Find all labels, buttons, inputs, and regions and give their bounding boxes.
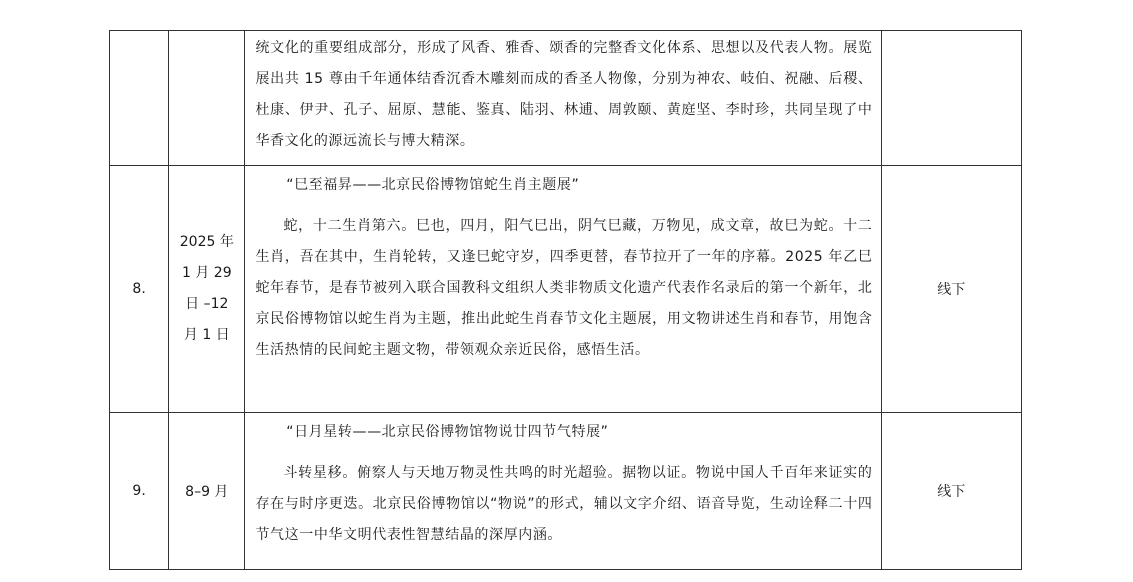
exhibition-title: “日月星转——北京民俗博物馆物说廿四节气特展”: [286, 424, 609, 440]
exhibition-description: 斗转星移。俯察人与天地万物灵性共鸣的时光超验。据物以证。物说中国人千百年来证实的存在与时序更迭。北京民俗博物馆以“物说”的形式，辅以文字介绍、语音导览，生动诠释二十四节气这一中华文明代表性智慧结晶的深厚内涵。: [255, 465, 873, 543]
row-number-cell: [110, 166, 169, 413]
row-date: 8–9 月: [185, 484, 229, 500]
row-number: 9.: [132, 483, 146, 499]
row-date-cell: [169, 413, 245, 570]
table-row: [110, 166, 1022, 413]
row-mode-cell: [881, 31, 1021, 166]
row-mode-cell: [881, 413, 1021, 570]
row-content-cell: [245, 31, 881, 166]
row-content-cell: [245, 166, 881, 413]
exhibition-description: 蛇，十二生肖第六。巳也，四月，阳气巳出，阴气巳藏，万物见，成文章，故巳为蛇。十二生肖，吾在其中，生肖轮转，又逢巳蛇守岁，四季更替，春节拉开了一年的序幕。2025 年乙巳蛇年春节，是春节被列入联合国教科文组织人类非物质文化遗产代表作名录后的第一个新年，北京民俗博物馆以蛇生肖为主题，推出此蛇生肖春节文化主题展，用文物讲述生肖和春节，用饱含生活热情的民间蛇主题文物，带领观众亲近民俗，感悟生活。: [255, 218, 873, 358]
row-mode: 线下: [937, 282, 966, 298]
row-date-cell: [169, 31, 245, 166]
table-row: [110, 31, 1022, 166]
exhibition-description: 统文化的重要组成部分，形成了风香、雅香、颂香的完整香文化体系、思想以及代表人物。展览展出共 15 尊由千年通体结香沉香木雕刻而成的香圣人物像，分别为神农、岐伯、祝融、后稷、杜康、伊尹、孔子、屈原、慧能、鉴真、陆羽、林逋、周敦颐、黄庭坚、李时珍，共同呈现了中华香文化的源远流长与博大精深。: [255, 40, 873, 149]
row-mode: 线下: [937, 484, 966, 500]
row-number-cell: [110, 31, 169, 166]
row-date-cell: [169, 166, 245, 413]
row-mode-cell: [881, 166, 1021, 413]
row-date: 2025 年 1 月 29 日 –12 月 1 日: [179, 234, 234, 343]
table-row: [110, 413, 1022, 570]
exhibition-table: [109, 30, 1022, 570]
exhibition-title: “巳至福昇——北京民俗博物馆蛇生肖主题展”: [286, 177, 580, 193]
row-content-cell: [245, 413, 881, 570]
row-number-cell: [110, 413, 169, 570]
row-number: 8.: [132, 281, 146, 297]
